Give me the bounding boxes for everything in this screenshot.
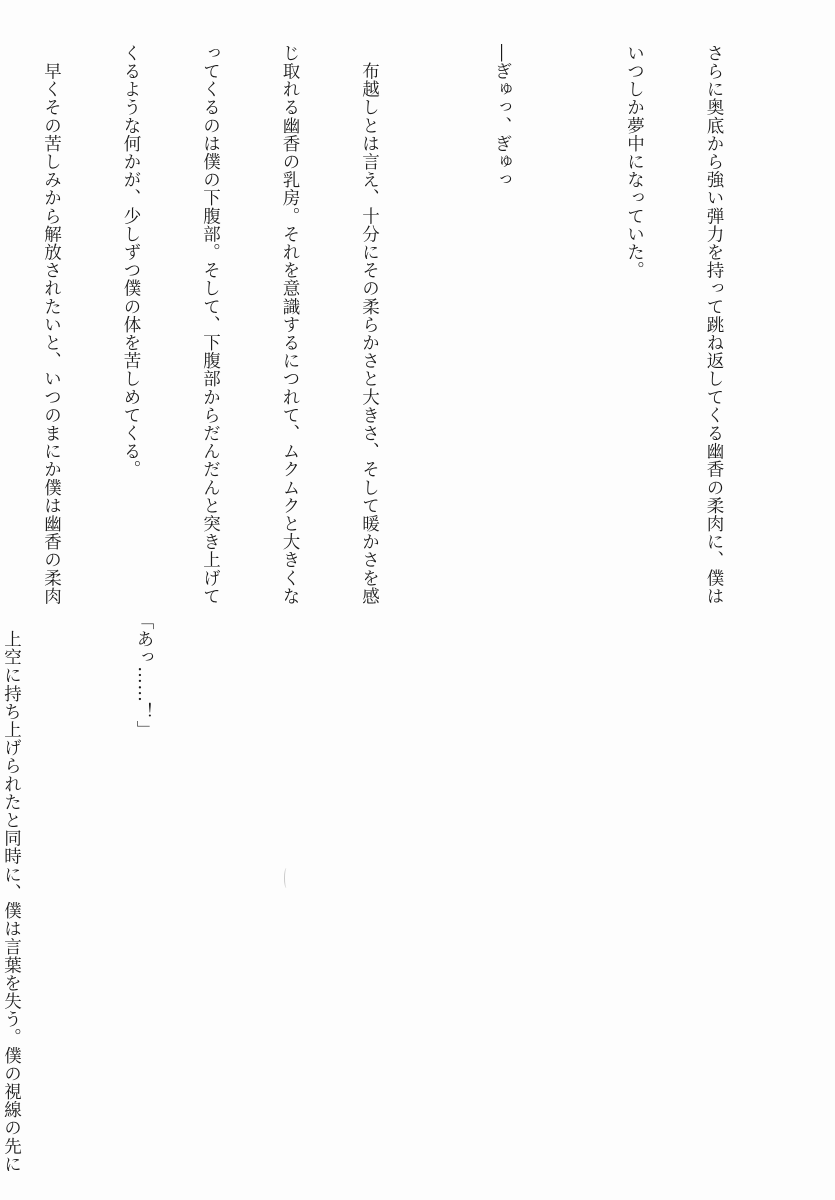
text-line: ってくるのは僕の下腹部。そして、下腹部からだんだんと突き上げて <box>200 44 221 606</box>
text-line: じ取れる幽香の乳房。それを意識するにつれて、ムクムクと大きくな <box>280 44 300 606</box>
sound-effect-line: ―ぎゅっ、ぎゅっ <box>492 44 512 189</box>
lower-text-section <box>0 612 210 1172</box>
dialogue-line: 「あっ……！」 <box>134 612 154 739</box>
text-line: 上空に持ち上げられたと同時に、僕は言葉を失う。僕の視線の先に <box>1 612 22 1174</box>
text-line: くるような何かが、少しずつ僕の体を苦しめてくる。 <box>121 44 141 479</box>
scan-artifact-mark <box>284 868 289 888</box>
text-line: 布越しとは言え、十分にその柔らかさと大きさ、そして暖かさを感 <box>359 44 380 606</box>
text-line: さらに奥底から強い弾力を持って跳ね返してくる幽香の柔肉に、僕は <box>704 44 724 606</box>
text-line: 早くその苦しみから解放されたいと、いつのまにか僕は幽香の柔肉 <box>41 44 62 606</box>
text-line: いつしか夢中になっていた。 <box>624 44 645 280</box>
upper-text-section <box>0 44 780 606</box>
